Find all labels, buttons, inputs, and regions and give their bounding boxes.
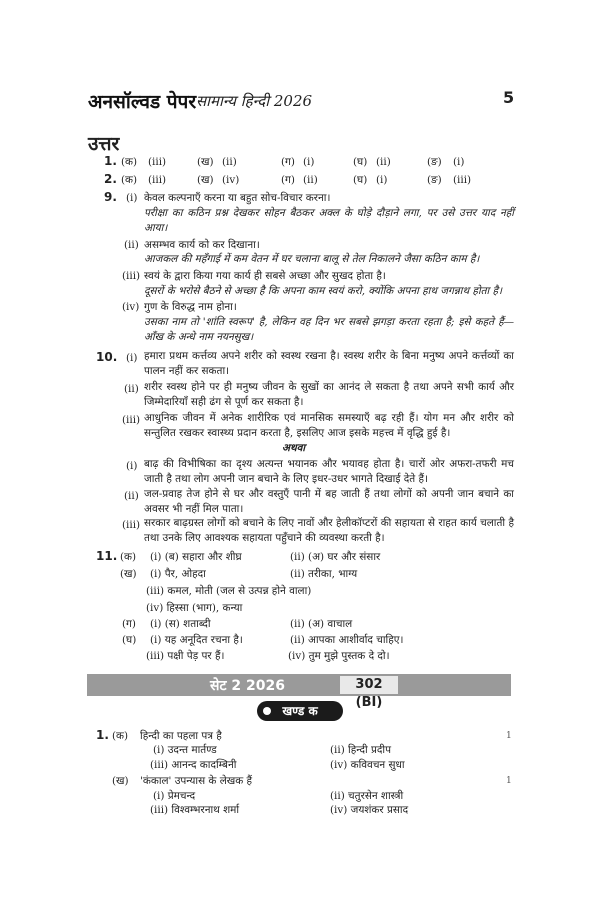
question-stem: 'कंकाल' उपन्यास के लेखक हैं (140, 775, 253, 787)
option-label: (ख) (197, 174, 214, 186)
item-roman: (iii) (122, 414, 141, 426)
option: (ii) चतुरसेन शास्त्री (330, 790, 404, 802)
option-answer: (i) (376, 174, 388, 186)
item-roman: (iv) (122, 301, 140, 313)
option-label: (ख) (197, 156, 214, 168)
answer-paragraph: सरकार बाढ़ग्रस्त लोगों को बचाने के लिए नावों और हेलीकॉप्टरों की सहायता से राहत कार्य चलाती है तथा उनके लिए आवश्यक सहायता पहुँचाने की व्यवस्था करती है। (144, 517, 514, 544)
answer-paragraph: हमारा प्रथम कर्त्तव्य अपने शरीर को स्वस्थ रखना है। स्वस्थ शरीर के बिना मनुष्य अपने कर्त्तव्यों का पालन नहीं कर सकता। (144, 350, 514, 377)
answer-paragraph: शरीर स्वस्थ होने पर ही मनुष्य जीवन के सुखों का आनंद ले सकता है तथा अपने सभी कार्य और जिम्मेदारियाँ सही ढंग से पूर्ण कर सकता है। (144, 381, 514, 408)
bullet-icon (263, 707, 271, 715)
option-label: (घ) (353, 174, 368, 186)
answer-right: (ii) (अ) घर और संसार (290, 551, 381, 563)
answer-left: (iii) कमल, मोती (जल से उत्पन्न होने वाला) (146, 585, 312, 597)
option-label: (ग) (281, 156, 295, 168)
answer-left: (iv) हिस्सा (भाग), कन्या (146, 602, 243, 614)
option-label: (ङ) (427, 174, 442, 186)
answer-left: (i) यह अनूदित रचना है। (150, 634, 243, 646)
running-header-italic: सामान्य हिन्दी 2026 (196, 92, 313, 110)
marks: 1 (506, 776, 512, 786)
option: (iv) कविवचन सुधा (330, 759, 405, 771)
answer-right: (ii) तरीका, भाग्य (290, 568, 358, 580)
question-number: 2. (104, 172, 117, 186)
item-roman: (iii) (122, 270, 141, 282)
item-roman: (ii) (124, 490, 139, 502)
idiom-example: उसका नाम तो 'शांति स्वरूप' है, लेकिन वह दिन भर सबसे झगड़ा करता रहता है; इसे कहते हैं— आँख के अन्धे नाम नयनसुख। (144, 316, 514, 343)
answer-right: (iv) तुम मुझे पुस्तक दे दो। (288, 650, 390, 662)
paper-code-badge: 302 (BI) (340, 676, 398, 694)
part-label: (घ) (122, 634, 137, 646)
option: (i) उदन्त मार्तण्ड (153, 744, 217, 756)
item-roman: (i) (126, 352, 138, 364)
answer-paragraph: आधुनिक जीवन में अनेक शारीरिक एवं मानसिक समस्याएँ बढ़ रही हैं। योग मन और शरीर को सन्तुलित रखकर स्वास्थ्य प्रदान करता है, इसलिए आज इसके महत्त्व में वृद्धि हुई है। (144, 412, 514, 439)
item-roman: (ii) (124, 383, 139, 395)
idiom-meaning: गुण के विरुद्ध नाम होना। (144, 301, 237, 313)
question-stem: हिन्दी का पहला पत्र है (140, 730, 222, 742)
question-number: 9. (104, 190, 117, 204)
section-label: खण्ड क (257, 701, 343, 721)
option-answer: (i) (303, 156, 315, 168)
answer-left: (i) पैर, ओहदा (150, 568, 206, 580)
option: (ii) हिन्दी प्रदीप (330, 744, 392, 756)
item-roman: (ii) (124, 239, 139, 251)
question-number: 1. (96, 728, 109, 742)
part-label: (ख) (120, 568, 137, 580)
answer-left: (iii) पक्षी पेड़ पर हैं। (146, 650, 225, 662)
option-answer: (ii) (376, 156, 391, 168)
option-label: (ङ) (427, 156, 442, 168)
page-number: 5 (503, 88, 515, 107)
option-answer: (iii) (148, 156, 167, 168)
answer-left: (i) (ब) सहारा और शीघ्र (150, 551, 242, 563)
or-label: अथवा (282, 442, 306, 454)
option: (iv) जयशंकर प्रसाद (330, 804, 409, 816)
option-label: (ग) (281, 174, 295, 186)
answer-left: (i) (स) शताब्दी (150, 618, 211, 630)
option-label: (क) (121, 174, 138, 186)
question-number: 11. (96, 549, 118, 563)
set-banner-title: सेट 2 2026 (210, 678, 285, 694)
idiom-example: आजकल की महँगाई में कम वेतन में घर चलाना बालू से तेल निकालने जैसा कठिन काम है। (144, 253, 480, 265)
set-banner (87, 674, 511, 696)
option-answer: (iii) (148, 174, 167, 186)
option-answer: (iv) (222, 174, 240, 186)
option: (iii) आनन्द कादम्बिनी (150, 759, 237, 771)
idiom-example: दूसरों के भरोसे बैठने से अच्छा है कि अपना काम स्वयं करो, क्योंकि अपना हाथ जगन्नाथ होता है। (144, 285, 503, 297)
answer-paragraph: बाढ़ की विभीषिका का दृश्य अत्यन्त भयानक और भयावह होता है। चारों ओर अफरा-तफरी मच जाती है तथा लोग अपनी जान बचाने के लिए इधर-उधर भागते दिखाई देते हैं। (144, 458, 514, 485)
idiom-meaning: स्वयं के द्वारा किया गया कार्य ही सबसे अच्छा और सुखद होता है। (144, 270, 386, 282)
item-roman: (iii) (122, 519, 141, 531)
question-number: 1. (104, 154, 117, 168)
idiom-example: परीक्षा का कठिन प्रश्न देखकर सोहन बैठकर अक्ल के घोड़े दौड़ाने लगा, पर उसे उत्तर याद नहीं आया। (144, 207, 514, 234)
answer-right: (ii) आपका आशीर्वाद चाहिए। (290, 634, 404, 646)
running-header-bold: अनसॉल्वड पेपर (88, 91, 197, 113)
part-label: (ख) (112, 775, 129, 787)
idiom-meaning: असम्भव कार्य को कर दिखाना। (144, 239, 260, 251)
idiom-meaning: केवल कल्पनाएँ करना या बहुत सोच-विचार करना। (144, 192, 331, 204)
option-answer: (i) (453, 156, 465, 168)
marks: 1 (506, 731, 512, 741)
option-answer: (ii) (303, 174, 318, 186)
item-roman: (i) (126, 460, 138, 472)
option-answer: (ii) (222, 156, 237, 168)
answer-right: (ii) (अ) वाचाल (290, 618, 353, 630)
part-label: (ग) (122, 618, 136, 630)
part-label: (क) (120, 551, 137, 563)
option-answer: (iii) (453, 174, 472, 186)
option-label: (क) (121, 156, 138, 168)
option: (i) प्रेमचन्द (153, 790, 196, 802)
option: (iii) विश्वम्भरनाथ शर्मा (150, 804, 240, 816)
answers-heading: उत्तर (88, 133, 120, 155)
question-number: 10. (96, 350, 118, 364)
answer-paragraph: जल-प्रवाह तेज होने से घर और वस्तुएँ पानी में बह जाती हैं तथा लोगों को अपनी जान बचाने का अवसर भी नहीं मिल पाता। (144, 488, 514, 515)
item-roman: (i) (126, 192, 138, 204)
option-label: (घ) (353, 156, 368, 168)
part-label: (क) (112, 730, 129, 742)
